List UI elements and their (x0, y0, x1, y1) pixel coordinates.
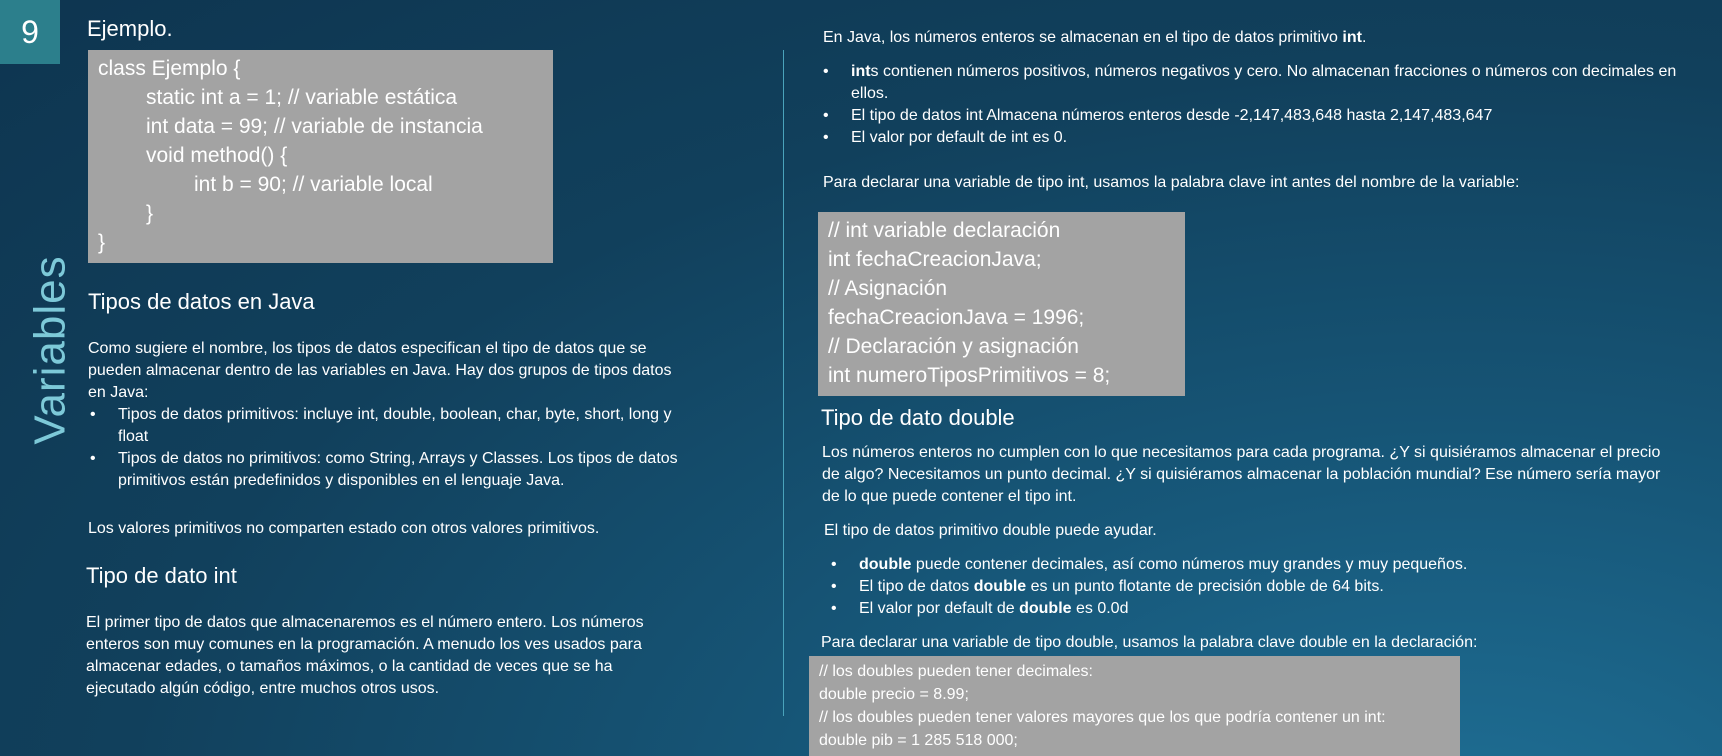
double-bullet-pre: El valor por default de (859, 600, 1020, 617)
types-section (88, 338, 678, 492)
column-divider (783, 50, 784, 716)
int-intro-bold: int (1342, 29, 1362, 46)
vertical-title: Variables (26, 255, 76, 445)
code-line: void method() { (146, 144, 288, 167)
double-code-box (809, 656, 1460, 756)
code-line: int fechaCreacionJava; (828, 248, 1042, 271)
int-bullet-bold: int (851, 63, 871, 80)
code-line: static int a = 1; // variable estática (146, 86, 458, 109)
int-intro-pre: En Java, los números enteros se almacenan en el tipo de datos primitivo (823, 29, 1343, 46)
code-line: } (146, 202, 154, 225)
double-bullet-pre: El tipo de datos (859, 578, 974, 595)
int-bullets (821, 61, 1716, 149)
code-line: } (98, 231, 106, 254)
code-line: int numeroTiposPrimitivos = 8; (828, 364, 1111, 387)
code-line: // Asignación (828, 277, 948, 300)
int-bullet-text: El tipo de datos int Almacena números enteros desde -2,147,483,648 hasta 2,147,483,647 (851, 107, 1493, 124)
double-bullet (829, 576, 1709, 598)
int-bullet-text: s contienen números positivos, números negativos y cero. No almacenan fracciones o números con decimales en ellos. (851, 63, 1677, 102)
double-bullet-bold: double (859, 556, 912, 573)
int-code-box (818, 212, 1185, 396)
double-bullet-post: es 0.0d (1071, 600, 1129, 617)
int-heading: Tipo de dato int (86, 563, 237, 588)
double-bullet-bold: double (1019, 600, 1072, 617)
int-text: El primer tipo de datos que almacenaremos es el número entero. Los números enteros son muy comunes en la programación. A menudo los ves usados para almacenar edades, o tamaños máximos, o la cantidad de veces que se ha ejecutado algún código, entre muchos otros usos. (86, 614, 644, 697)
slide-number: 9 (0, 0, 60, 64)
double-bullet-post: puede contener decimales, así como números muy grandes y muy pequeños. (911, 556, 1468, 573)
double-heading: Tipo de dato double (821, 405, 1015, 430)
int-bullet-text: El valor por default de int es 0. (851, 129, 1068, 146)
code-example-box (88, 50, 553, 263)
double-text: Los números enteros no cumplen con lo que necesitamos para cada programa. ¿Y si quisiéramos almacenar el precio de algo? Necesitamos un punto decimal. ¿Y si quisiéramos almacenar la población mundial? Ese número sería mayor de lo que puede contener el tipo int. (822, 444, 1661, 505)
code-line: class Ejemplo { (98, 57, 241, 80)
int-bullet (821, 61, 1716, 105)
primitives-note: Los valores primitivos no comparten estado con otros valores primitivos. (88, 520, 600, 537)
code-line: double precio = 8.99; (819, 686, 969, 703)
code-line: // los doubles pueden tener decimales: (819, 663, 1093, 680)
types-bullet: • Tipos de datos primitivos: incluye int, double, boolean, char, byte, short, long y float (88, 404, 678, 448)
int-declare-text: Para declarar una variable de tipo int, usamos la palabra clave int antes del nombre de la variable: (823, 174, 1520, 191)
int-intro-post: . (1361, 29, 1367, 46)
double-bullet (829, 598, 1709, 620)
int-bullet (821, 127, 1716, 149)
example-title: Ejemplo. (87, 16, 173, 41)
code-line: int b = 90; // variable local (194, 173, 433, 196)
types-bullet: • Tipos de datos no primitivos: como String, Arrays y Classes. Los tipos de datos primitivos están predefinidos y disponibles en el lenguaje Java. (88, 448, 678, 492)
code-line: double pib = 1 285 518 000; (819, 732, 1018, 749)
double-bullet-post: es un punto flotante de precisión doble de 64 bits. (1026, 578, 1384, 595)
double-bullet (829, 554, 1709, 576)
double-help: El tipo de datos primitivo double puede ayudar. (824, 522, 1157, 539)
code-line: // Declaración y asignación (828, 335, 1079, 358)
double-bullet-bold: double (973, 578, 1027, 595)
code-line: // int variable declaración (828, 219, 1061, 242)
types-intro: Como sugiere el nombre, los tipos de datos especifican el tipo de datos que se pueden almacenar dentro de las variables en Java. Hay dos grupos de tipos datos en Java: (88, 340, 672, 401)
code-line: fechaCreacionJava = 1996; (828, 306, 1085, 329)
double-declare-text: Para declarar una variable de tipo double, usamos la palabra clave double en la declaración: (821, 634, 1478, 651)
vertical-title-container (16, 250, 86, 450)
int-intro (823, 27, 1703, 49)
types-heading: Tipos de datos en Java (88, 289, 315, 314)
code-line: // los doubles pueden tener valores mayores que los que podría contener un int: (819, 709, 1386, 726)
int-bullet (821, 105, 1716, 127)
double-bullets (829, 554, 1709, 620)
code-line: int data = 99; // variable de instancia (146, 115, 483, 138)
